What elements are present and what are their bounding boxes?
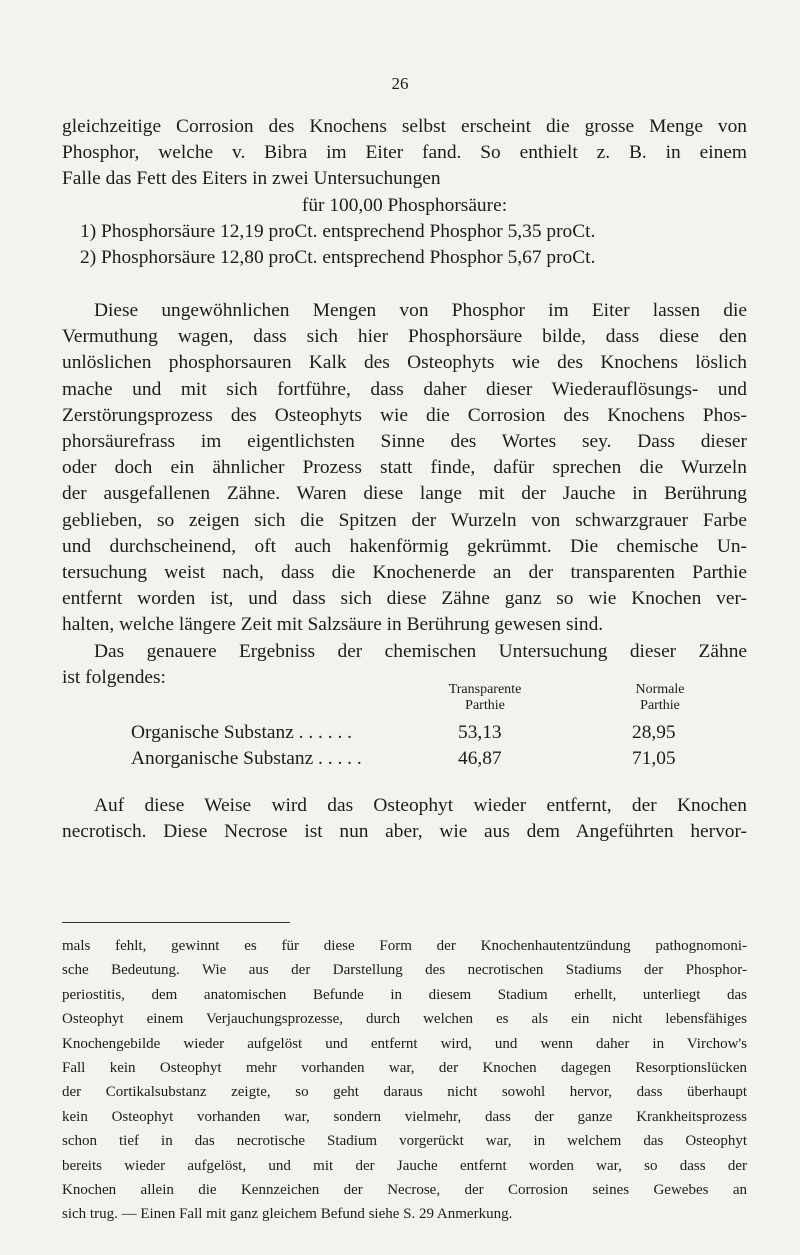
- normal-value: 71,05: [632, 748, 676, 769]
- footnote-line: schon tief in das necrotische Stadium vorgerückt war, in welchem das Osteophyt: [62, 1133, 747, 1150]
- text-line: oder doch ein ähnlicher Prozess statt finde, dafür sprechen die Wurzeln: [62, 457, 747, 479]
- footnote-line: mals fehlt, gewinnt es für diese Form der Knochenhautentzündung pathognomoni-: [62, 938, 747, 954]
- transparent-value: 53,13: [458, 722, 502, 743]
- footnote-line: der Cortikalsubstanz zeigte, so geht daraus nicht sowohl hervor, dass überhaupt: [62, 1084, 747, 1101]
- transparent-value: 46,87: [458, 748, 502, 769]
- text-line: der ausgefallenen Zähne. Waren diese lange mit der Jauche in Berührung: [62, 483, 747, 505]
- footnote-line: sche Bedeutung. Wie aus der Darstellung des necrotischen Stadiums der Phosphor-: [62, 962, 747, 979]
- footnote-line: kein Osteophyt vorhanden war, sondern vielmehr, dass der ganze Krankheitsprozess: [62, 1108, 747, 1125]
- text-line: Auf diese Weise wird das Osteophyt wieder entfernt, der Knochen: [94, 795, 747, 816]
- row-label: Organische Substanz . . . . . .: [131, 722, 352, 743]
- page-number: 26: [391, 74, 409, 93]
- footnote: [62, 934, 747, 1227]
- footnote-line: bereits wieder aufgelöst, und mit der Jauche entfernt worden war, so dass der: [62, 1157, 747, 1174]
- paragraph-1: [62, 114, 747, 271]
- text-line: Falle das Fett des Eiters in zwei Untersuchungen: [62, 168, 441, 190]
- column-header-line: Parthie: [465, 698, 505, 713]
- analysis-item: 2) Phosphorsäure 12,80 proCt. entsprechend Phosphor 5,67 proCt.: [80, 247, 596, 269]
- footnote-line: Knochen allein die Kennzeichen der Necrose, der Corrosion seines Gewebes an: [62, 1182, 747, 1199]
- footnote-line: Fall kein Osteophyt mehr vorhanden war, der Knochen dagegen Resorptionslücken: [62, 1060, 747, 1077]
- text-line: Das genauere Ergebniss der chemischen Untersuchung dieser Zähne: [94, 640, 747, 662]
- text-line: unlöslichen phosphorsauren Kalk des Osteophyts wie des Knochens löslich: [62, 352, 747, 374]
- analysis-intro: für 100,00 Phosphorsäure:: [301, 194, 508, 216]
- column-header-normal: [580, 682, 740, 714]
- text-line: halten, welche längere Zeit mit Salzsäure in Berührung gewesen sind.: [62, 614, 604, 636]
- column-header-line: Transparente: [448, 682, 522, 697]
- paragraph-2: [62, 298, 747, 691]
- paragraph-4: [62, 793, 747, 845]
- text-line: ist folgendes:: [62, 666, 166, 688]
- footnote-line: Osteophyt einem Verjauchungsprozesse, durch welchen es als ein nicht lebensfähiges: [62, 1011, 747, 1028]
- text-line: phorsäurefrass im eigentlichsten Sinne des Wortes sey. Dass dieser: [62, 431, 747, 453]
- text-line: Vermuthung wagen, dass sich hier Phosphorsäure bilde, dass diese den: [62, 326, 747, 348]
- text-line: und durchscheinend, oft auch hakenförmig gekrümmt. Die chemische Un-: [62, 535, 747, 557]
- row-label: Anorganische Substanz . . . . .: [131, 748, 362, 769]
- text-line: necrotisch. Diese Necrose ist nun aber, wie aus dem Angeführten hervor-: [62, 821, 747, 843]
- footnote-line: periostitis, dem anatomischen Befunde in diesem Stadium erhellt, unterliegt das: [62, 986, 747, 1003]
- text-line: mache und mit sich fortführe, dass daher dieser Wiederauflösungs- und: [62, 378, 747, 400]
- footnote-divider: [62, 922, 290, 923]
- text-line: geblieben, so zeigen sich die Spitzen der Wurzeln von schwarzgrauer Farbe: [62, 509, 747, 531]
- footnote-line: Knochengebilde wieder aufgelöst und entfernt wird, und wenn daher in Virchow's: [62, 1035, 747, 1052]
- text-line: entfernt worden ist, und dass sich diese Zähne ganz so wie Knochen ver-: [62, 588, 747, 610]
- column-header-transparent: [405, 682, 565, 714]
- analysis-item: 1) Phosphorsäure 12,19 proCt. entsprechend Phosphor 5,35 proCt.: [80, 220, 596, 242]
- text-line: tersuchung weist nach, dass die Knochenerde an der transparenten Parthie: [62, 562, 747, 584]
- column-header-line: Parthie: [640, 698, 680, 713]
- text-line: Phosphor, welche v. Bibra im Eiter fand. So enthielt z. B. in einem: [62, 142, 747, 164]
- text-line: Zerstörungsprozess des Osteophyts wie die Corrosion des Knochens Phos-: [62, 404, 747, 426]
- text-line: gleichzeitige Corrosion des Knochens selbst erscheint die grosse Menge von: [62, 116, 747, 137]
- footnote-line: sich trug. — Einen Fall mit ganz gleichem Befund siehe S. 29 Anmerkung.: [62, 1206, 513, 1223]
- text-line: Diese ungewöhnlichen Mengen von Phosphor im Eiter lassen die: [94, 300, 747, 321]
- normal-value: 28,95: [632, 722, 676, 743]
- column-header-line: Normale: [635, 682, 685, 697]
